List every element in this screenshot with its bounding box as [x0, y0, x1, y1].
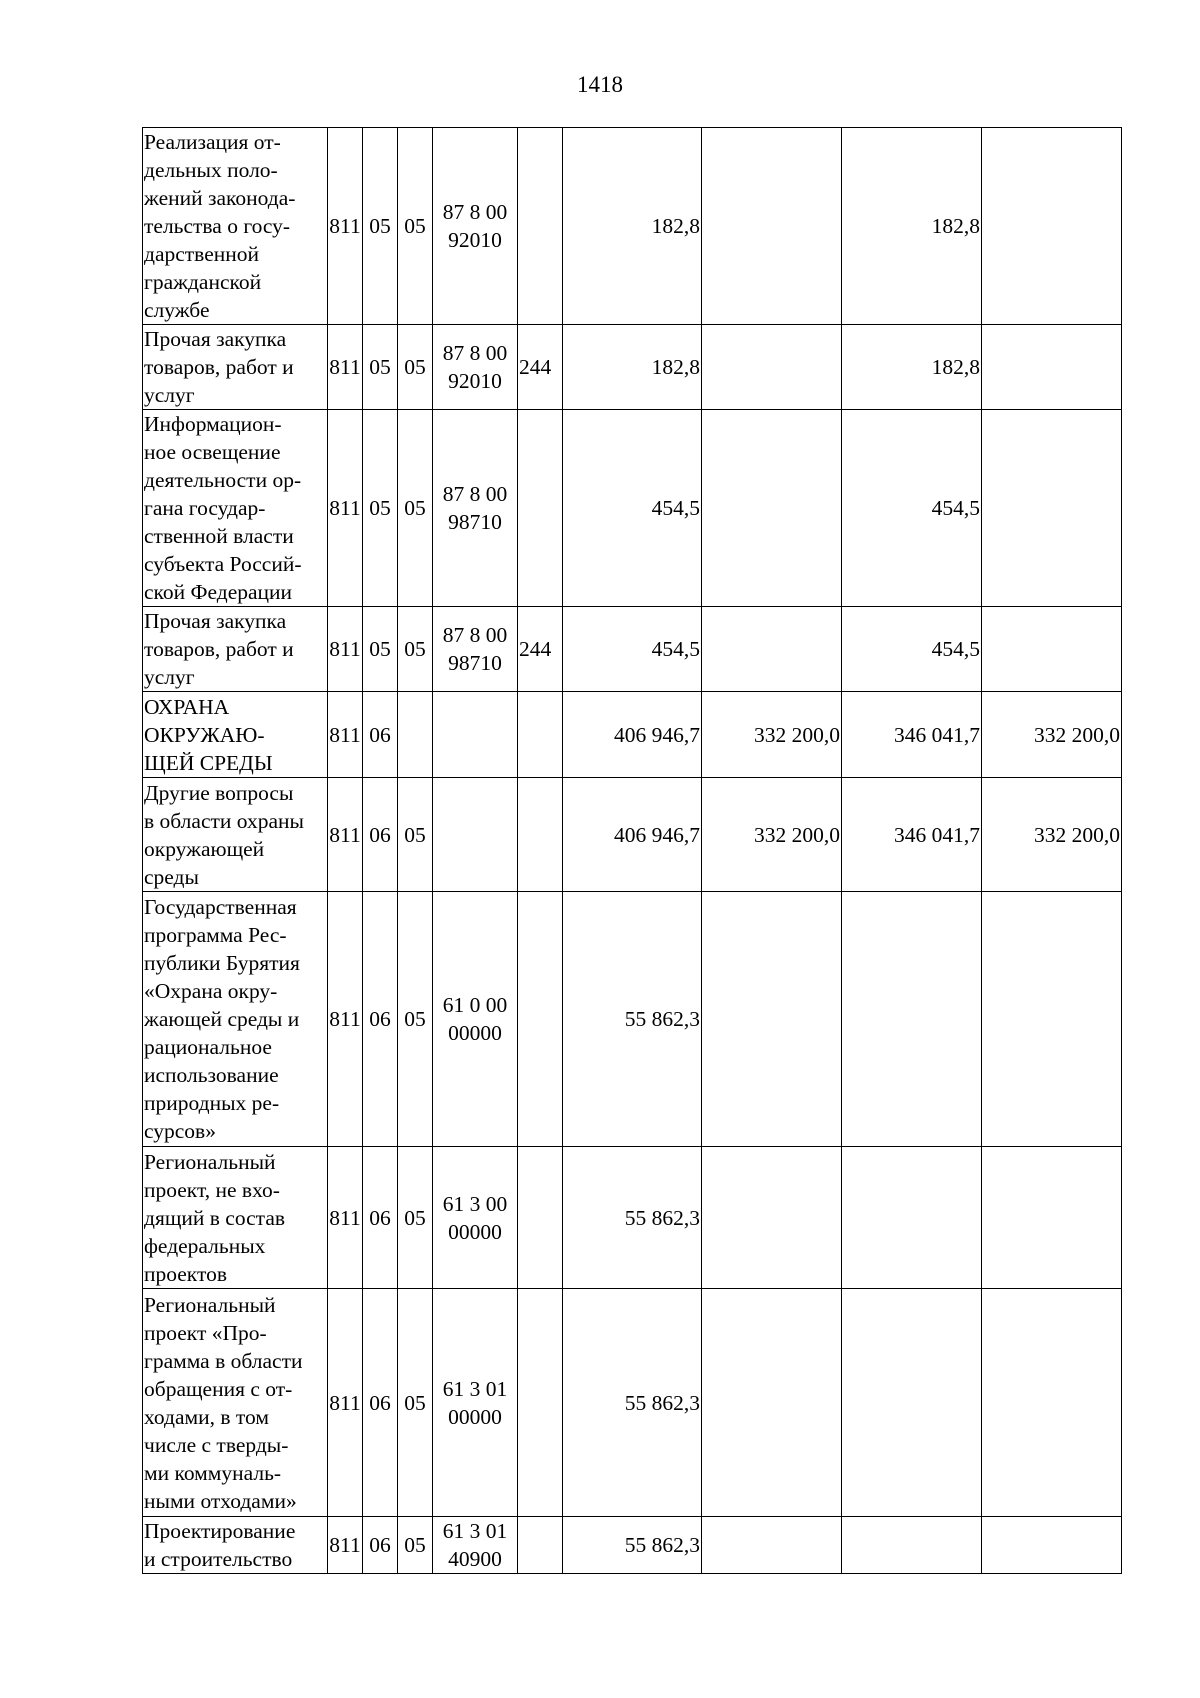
row-name-line: товаров, работ и — [144, 637, 294, 661]
csr-line: 61 3 00 — [442, 1191, 508, 1216]
csr-line: 61 3 01 — [442, 1519, 508, 1543]
rz-cell: 05 — [363, 410, 398, 607]
gr-cell: 811 — [328, 1289, 363, 1517]
amount-1-cell: 454,5 — [563, 410, 702, 607]
csr-line: 40900 — [448, 1547, 502, 1571]
pr-cell: 05 — [398, 410, 433, 607]
table-row — [143, 410, 1122, 607]
table-row — [143, 607, 1122, 692]
gr-cell: 811 — [328, 892, 363, 1147]
csr-line: 92010 — [448, 228, 502, 252]
pr-cell: 05 — [398, 607, 433, 692]
amount-3-cell — [842, 1147, 982, 1289]
row-name-line: окружающей — [144, 836, 265, 861]
gr-cell: 811 — [328, 128, 363, 325]
amount-1-cell: 182,8 — [563, 325, 702, 410]
amount-4-cell — [982, 410, 1122, 607]
row-name-cell — [143, 325, 328, 410]
rz-cell: 05 — [363, 128, 398, 325]
amount-2-cell: 332 200,0 — [702, 692, 842, 778]
amount-2-cell — [702, 1517, 842, 1574]
amount-1-cell: 454,5 — [563, 607, 702, 692]
vr-cell — [518, 1147, 563, 1289]
amount-4-cell: 332 200,0 — [982, 692, 1122, 778]
row-name-line: жающей среды и — [144, 1007, 300, 1031]
row-name-line: службе — [144, 298, 210, 322]
amount-4-cell — [982, 607, 1122, 692]
rz-cell: 05 — [363, 607, 398, 692]
gr-cell: 811 — [328, 778, 363, 892]
amount-2-cell — [702, 1289, 842, 1517]
table-row — [143, 892, 1122, 1147]
row-name-line: Региональный — [144, 1292, 276, 1317]
rz-cell: 05 — [363, 325, 398, 410]
row-name-line: грамма в области — [144, 1348, 303, 1373]
csr-line: 00000 — [448, 1021, 502, 1045]
row-name-line: Региональный — [144, 1149, 276, 1174]
row-name-line: ОХРАНА — [144, 694, 230, 719]
amount-2-cell — [702, 607, 842, 692]
row-name-cell — [143, 410, 328, 607]
row-name-line: услуг — [144, 383, 195, 407]
amount-2-cell: 332 200,0 — [702, 778, 842, 892]
csr-cell — [433, 778, 518, 892]
amount-2-cell — [702, 892, 842, 1147]
row-name-line: и строительство — [144, 1547, 293, 1571]
table-row — [143, 778, 1122, 892]
amount-2-cell — [702, 410, 842, 607]
row-name-line: гана государ- — [144, 496, 266, 520]
amount-4-cell — [982, 128, 1122, 325]
rz-cell: 06 — [363, 692, 398, 778]
amount-3-cell — [842, 1289, 982, 1517]
csr-line: 92010 — [448, 369, 502, 393]
row-name-line: программа Рес- — [144, 923, 287, 947]
row-name-line: Информацион- — [144, 412, 282, 436]
csr-cell — [433, 1289, 518, 1517]
row-name-cell — [143, 892, 328, 1147]
amount-3-cell — [842, 892, 982, 1147]
amount-1-cell: 55 862,3 — [563, 892, 702, 1147]
table-row — [143, 1147, 1122, 1289]
gr-cell: 811 — [328, 692, 363, 778]
amount-1-cell: 406 946,7 — [563, 778, 702, 892]
amount-1-cell: 55 862,3 — [563, 1147, 702, 1289]
row-name-line: публики Бурятия — [144, 951, 300, 975]
gr-cell: 811 — [328, 1147, 363, 1289]
csr-line: 87 8 00 — [442, 341, 508, 365]
table-row — [143, 325, 1122, 410]
row-name-cell — [143, 128, 328, 325]
table-row — [143, 1289, 1122, 1517]
vr-cell — [518, 1289, 563, 1517]
amount-2-cell — [702, 128, 842, 325]
pr-cell: 05 — [398, 128, 433, 325]
row-name-line: «Охрана окру- — [144, 979, 278, 1003]
amount-3-cell — [842, 1517, 982, 1574]
pr-cell: 05 — [398, 325, 433, 410]
vr-cell — [518, 778, 563, 892]
gr-cell: 811 — [328, 325, 363, 410]
row-name-line: деятельности ор- — [144, 468, 302, 492]
csr-cell — [433, 325, 518, 410]
csr-line: 61 3 01 — [442, 1376, 508, 1401]
rz-cell: 06 — [363, 892, 398, 1147]
row-name-line: товаров, работ и — [144, 355, 294, 379]
row-name-line: услуг — [144, 665, 195, 689]
amount-2-cell — [702, 325, 842, 410]
vr-cell — [518, 1517, 563, 1574]
row-name-line: рациональное — [144, 1035, 272, 1059]
rz-cell: 06 — [363, 1517, 398, 1574]
csr-cell — [433, 607, 518, 692]
vr-cell — [518, 692, 563, 778]
gr-cell: 811 — [328, 1517, 363, 1574]
row-name-line: проект «Про- — [144, 1320, 267, 1345]
amount-1-cell: 55 862,3 — [563, 1289, 702, 1517]
row-name-line: обращения с от- — [144, 1376, 293, 1401]
pr-cell: 05 — [398, 1147, 433, 1289]
table-row — [143, 692, 1122, 778]
budget-table — [142, 127, 1122, 1574]
row-name-line: ми коммуналь- — [144, 1460, 282, 1485]
vr-cell — [518, 892, 563, 1147]
row-name-cell — [143, 607, 328, 692]
csr-cell — [433, 1147, 518, 1289]
csr-line: 98710 — [448, 510, 502, 534]
row-name-line: ными отходами» — [144, 1488, 297, 1513]
amount-3-cell: 454,5 — [842, 410, 982, 607]
row-name-cell — [143, 1517, 328, 1574]
row-name-cell — [143, 1289, 328, 1517]
vr-cell — [518, 128, 563, 325]
amount-4-cell: 332 200,0 — [982, 778, 1122, 892]
amount-1-cell: 55 862,3 — [563, 1517, 702, 1574]
row-name-line: среды — [144, 864, 199, 889]
amount-2-cell — [702, 1147, 842, 1289]
row-name-line: ской Федерации — [144, 580, 293, 604]
amount-3-cell: 454,5 — [842, 607, 982, 692]
table-body — [143, 128, 1122, 1574]
amount-4-cell — [982, 1147, 1122, 1289]
amount-3-cell: 182,8 — [842, 128, 982, 325]
row-name-line: Прочая закупка — [144, 327, 287, 351]
row-name-line: дарственной — [144, 242, 260, 266]
row-name-line: числе с тверды- — [144, 1432, 289, 1457]
row-name-line: тельства о госу- — [144, 214, 291, 238]
row-name-line: Другие вопросы — [144, 780, 294, 805]
pr-cell: 05 — [398, 1289, 433, 1517]
amount-1-cell: 182,8 — [563, 128, 702, 325]
row-name-cell — [143, 692, 328, 778]
row-name-line: ходами, в том — [144, 1404, 269, 1429]
pr-cell: 05 — [398, 892, 433, 1147]
amount-3-cell: 346 041,7 — [842, 692, 982, 778]
row-name-line: Государственная — [144, 895, 297, 919]
csr-line: 87 8 00 — [442, 482, 508, 506]
amount-3-cell: 346 041,7 — [842, 778, 982, 892]
rz-cell: 06 — [363, 1147, 398, 1289]
row-name-line: гражданской — [144, 270, 262, 294]
rz-cell: 06 — [363, 778, 398, 892]
table-row — [143, 1517, 1122, 1574]
vr-cell: 244 — [518, 325, 563, 410]
csr-cell — [433, 128, 518, 325]
amount-4-cell — [982, 1517, 1122, 1574]
row-name-line: дельных поло- — [144, 158, 278, 182]
csr-line: 61 0 00 — [442, 993, 508, 1017]
amount-4-cell — [982, 1289, 1122, 1517]
csr-line: 00000 — [448, 1404, 502, 1429]
amount-4-cell — [982, 325, 1122, 410]
row-name-line: федеральных — [144, 1233, 266, 1258]
csr-cell — [433, 1517, 518, 1574]
page-number: 1418 — [577, 72, 623, 97]
amount-4-cell — [982, 892, 1122, 1147]
csr-line: 87 8 00 — [442, 623, 508, 647]
gr-cell: 811 — [328, 410, 363, 607]
row-name-line: дящий в состав — [144, 1205, 286, 1230]
row-name-line: ственной власти — [144, 524, 294, 548]
row-name-line: природных ре- — [144, 1091, 280, 1115]
amount-3-cell: 182,8 — [842, 325, 982, 410]
row-name-line: жений законода- — [144, 186, 296, 210]
table-row — [143, 128, 1122, 325]
vr-cell: 244 — [518, 607, 563, 692]
row-name-cell — [143, 778, 328, 892]
pr-cell — [398, 692, 433, 778]
row-name-line: проектов — [144, 1261, 227, 1286]
row-name-line: ОКРУЖАЮ- — [144, 722, 265, 747]
row-name-line: ное освещение — [144, 440, 281, 464]
csr-line: 98710 — [448, 651, 502, 675]
csr-cell — [433, 692, 518, 778]
csr-line: 00000 — [448, 1219, 502, 1244]
pr-cell: 05 — [398, 1517, 433, 1574]
amount-1-cell: 406 946,7 — [563, 692, 702, 778]
pr-cell: 05 — [398, 778, 433, 892]
vr-cell — [518, 410, 563, 607]
row-name-line: сурсов» — [144, 1119, 216, 1143]
row-name-line: проект, не вхо- — [144, 1177, 280, 1202]
row-name-cell — [143, 1147, 328, 1289]
row-name-line: ЩЕЙ СРЕДЫ — [144, 750, 273, 775]
row-name-line: Прочая закупка — [144, 609, 287, 633]
gr-cell: 811 — [328, 607, 363, 692]
csr-cell — [433, 892, 518, 1147]
row-name-line: использование — [144, 1063, 279, 1087]
csr-cell — [433, 410, 518, 607]
row-name-line: в области охраны — [144, 808, 304, 833]
rz-cell: 06 — [363, 1289, 398, 1517]
csr-line: 87 8 00 — [442, 200, 508, 224]
row-name-line: Проектирование — [144, 1519, 296, 1543]
row-name-line: субъекта Россий- — [144, 552, 302, 576]
row-name-line: Реализация от- — [144, 130, 281, 154]
